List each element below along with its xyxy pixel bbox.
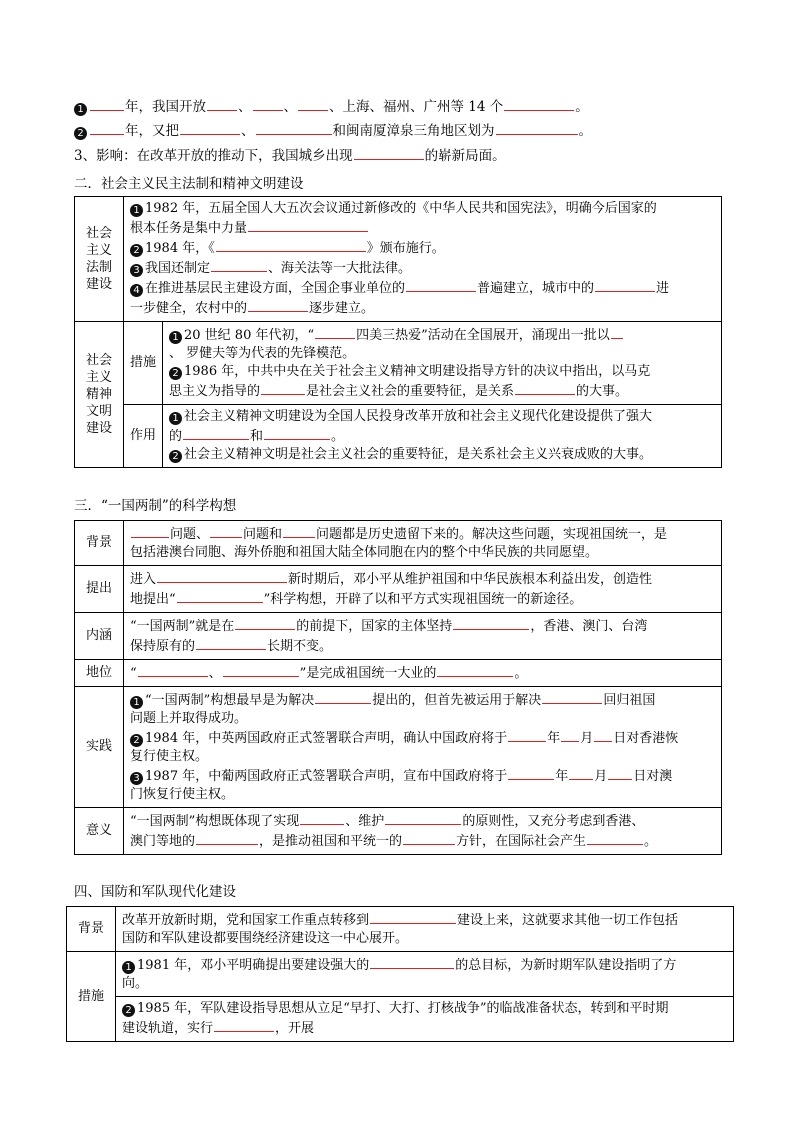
- blank[interactable]: [453, 616, 529, 630]
- blank[interactable]: [131, 524, 169, 538]
- practice-content: 1 “一国两制”构想最早是为解决 提出的，但首先被运用于解决 回归祖国 问题上并取得成功。 2 1984 年，中英两国政府正式签署联合声明，确认中国政府将于 年 月 日对香港恢 复行使主权。 3 1987 年，中葡两国政府正式签署联合声明，宣布中国政府将于 年 月 日对澳 门恢复行使主权。: [124, 687, 722, 808]
- circled-number-2: 2: [122, 1004, 135, 1017]
- blank[interactable]: [253, 97, 283, 111]
- label-effect: 作用: [124, 405, 163, 468]
- section-4-table: [66, 906, 734, 1042]
- blank[interactable]: [216, 238, 366, 252]
- circled-number-2: 2: [130, 244, 143, 257]
- blank[interactable]: [370, 910, 456, 924]
- blank[interactable]: [90, 121, 124, 135]
- blank[interactable]: [207, 97, 237, 111]
- label-proposal: 提出: [75, 566, 124, 613]
- blank[interactable]: [406, 278, 476, 292]
- background-content: 问题、 问题和 问题都是历史遗留下来的。解决这些问题，实现祖国统一，是 包括港澳台同胞、海外侨胞和祖国大陆全体同胞在内的整个中华民族的共同愿望。: [124, 521, 722, 566]
- blank[interactable]: [515, 381, 575, 395]
- blank[interactable]: [264, 426, 330, 440]
- label-significance: 意义: [75, 808, 124, 855]
- circled-number-4: 4: [130, 284, 143, 297]
- circled-number-1: 1: [169, 412, 182, 425]
- circled-number-2: 2: [74, 127, 87, 140]
- circled-number-3: 3: [130, 772, 143, 785]
- measures-content: 1 20 世纪 80 年代初，“ 四美三热爱”活动在全国展开，涌现出一批以 、 罗健夫等为代表的先锋模范。 2 1986 年，中共中央在关于社会主义精神文明建设指导方针的决议中指出，以马克 思主义为指导的 是社会主义社会的重要特征，是关系 的大事。: [163, 322, 722, 405]
- section-2-title: 二．社会主义民主法制和精神文明建设: [74, 176, 304, 192]
- blank[interactable]: [611, 325, 623, 339]
- label-status: 地位: [75, 660, 124, 687]
- blank[interactable]: [177, 589, 263, 603]
- status-content: “ 、 ”是完成祖国统一大业的 。: [124, 660, 722, 687]
- label-background: 背景: [75, 521, 124, 566]
- blank[interactable]: [315, 690, 371, 704]
- blank[interactable]: [496, 121, 578, 135]
- blank[interactable]: [196, 636, 266, 650]
- section-4-title: 四、国防和军队现代化建设: [74, 884, 236, 900]
- blank[interactable]: [261, 381, 305, 395]
- circled-number-1: 1: [169, 331, 182, 344]
- line-1: 1 年，我国开放 、 、 、上海、福州、广州等 14 个 。: [74, 97, 589, 116]
- blank[interactable]: [595, 278, 655, 292]
- circled-number-2: 2: [169, 450, 182, 463]
- circled-number-2: 2: [169, 367, 182, 380]
- blank[interactable]: [608, 766, 632, 780]
- blank[interactable]: [437, 663, 513, 677]
- label-measures: 措施: [124, 322, 163, 405]
- measure-1985: 2 1985 年，军队建设指导思想从立足“早打、大打、打核战争”的临战准备状态，转到和平时期 建设轨道，实行 ，开展: [116, 997, 734, 1042]
- measure-1981: 1 1981 年，邓小平明确提出要建设强大的 的总目标，为新时期军队建设指明了方 向。: [116, 952, 734, 997]
- significance-content: “一国两制”构想既体现了实现 、维护 的原则性，又充分考虑到香港、 澳门等地的 ，是推动祖国和平统一的 方针，在国际社会产生 。: [124, 808, 722, 855]
- blank[interactable]: [508, 728, 546, 742]
- blank[interactable]: [256, 121, 332, 135]
- blank[interactable]: [196, 831, 258, 845]
- blank[interactable]: [180, 121, 240, 135]
- blank[interactable]: [223, 663, 299, 677]
- circled-number-1: 1: [130, 696, 143, 709]
- blank[interactable]: [248, 218, 368, 232]
- label-measures: 措施: [67, 952, 116, 1042]
- blank[interactable]: [403, 831, 455, 845]
- blank[interactable]: [370, 955, 454, 969]
- blank[interactable]: [385, 811, 461, 825]
- label-practice: 实践: [75, 687, 124, 808]
- line-3: 3、影响：在改革开放的推动下，我国城乡出现 的崭新局面。: [74, 148, 506, 164]
- blank[interactable]: [298, 97, 328, 111]
- blank[interactable]: [354, 146, 424, 160]
- blank[interactable]: [211, 258, 267, 272]
- blank[interactable]: [594, 728, 612, 742]
- blank[interactable]: [183, 426, 249, 440]
- blank[interactable]: [138, 663, 208, 677]
- row-label-civilization: 社会 主义 精神 文明 建设: [75, 322, 124, 468]
- blank[interactable]: [283, 524, 315, 538]
- label-background: 背景: [67, 907, 116, 952]
- blank[interactable]: [504, 97, 574, 111]
- blank[interactable]: [542, 690, 602, 704]
- line-2: 2 年，又把 、 和闽南厦漳泉三角地区划为 。: [74, 121, 592, 140]
- blank[interactable]: [214, 1018, 274, 1032]
- blank[interactable]: [210, 524, 242, 538]
- effect-content: 1 社会主义精神文明建设为全国人民投身改革开放和社会主义现代化建设提供了强大 的 和 。 2 社会主义精神文明是社会主义社会的重要特征，是关系社会主义兴衰成败的大事。: [163, 405, 722, 468]
- section-3-title: 三．“一国两制”的科学构想: [74, 498, 237, 514]
- circled-number-2: 2: [130, 734, 143, 747]
- blank[interactable]: [248, 298, 308, 312]
- circled-number-1: 1: [74, 103, 87, 116]
- blank[interactable]: [315, 325, 355, 339]
- law-content: 1 1982 年，五届全国人大五次会议通过新修改的《中华人民共和国宪法》，明确今后国家的 根本任务是集中力量 2 1984 年，《 》颁布施行。 3 我国还制定 、海关法等一大批法律。 4 在推进基层民主建设方面，全国企事业单位的 普遍建立，城市中的 进 一步健全，农村中的 逐步建立。: [124, 197, 722, 322]
- background-content: 改革开放新时期，党和国家工作重点转移到 建设上来，这就要求其他一切工作包括 国防和军队建设都要围绕经济建设这一中心展开。: [116, 907, 734, 952]
- row-label-law: 社会 主义 法制 建设: [75, 197, 124, 322]
- blank[interactable]: [235, 616, 295, 630]
- label-connotation: 内涵: [75, 613, 124, 660]
- blank[interactable]: [157, 569, 287, 583]
- connotation-content: “一国两制”就是在 的前提下，国家的主体坚持 ，香港、澳门、台湾 保持原有的 长期不变。: [124, 613, 722, 660]
- proposal-content: 进入 新时期后，邓小平从维护祖国和中华民族根本利益出发，创造性 地提出“ ”科学构想，开辟了以和平方式实现祖国统一的新途径。: [124, 566, 722, 613]
- circled-number-1: 1: [130, 204, 143, 217]
- circled-number-3: 3: [130, 264, 143, 277]
- section-2-table: [74, 196, 722, 468]
- blank[interactable]: [569, 766, 593, 780]
- blank[interactable]: [587, 831, 643, 845]
- blank[interactable]: [561, 728, 579, 742]
- circled-number-1: 1: [122, 961, 135, 974]
- blank[interactable]: [508, 766, 554, 780]
- blank[interactable]: [90, 97, 124, 111]
- blank[interactable]: [300, 811, 344, 825]
- section-3-table: [74, 520, 722, 855]
